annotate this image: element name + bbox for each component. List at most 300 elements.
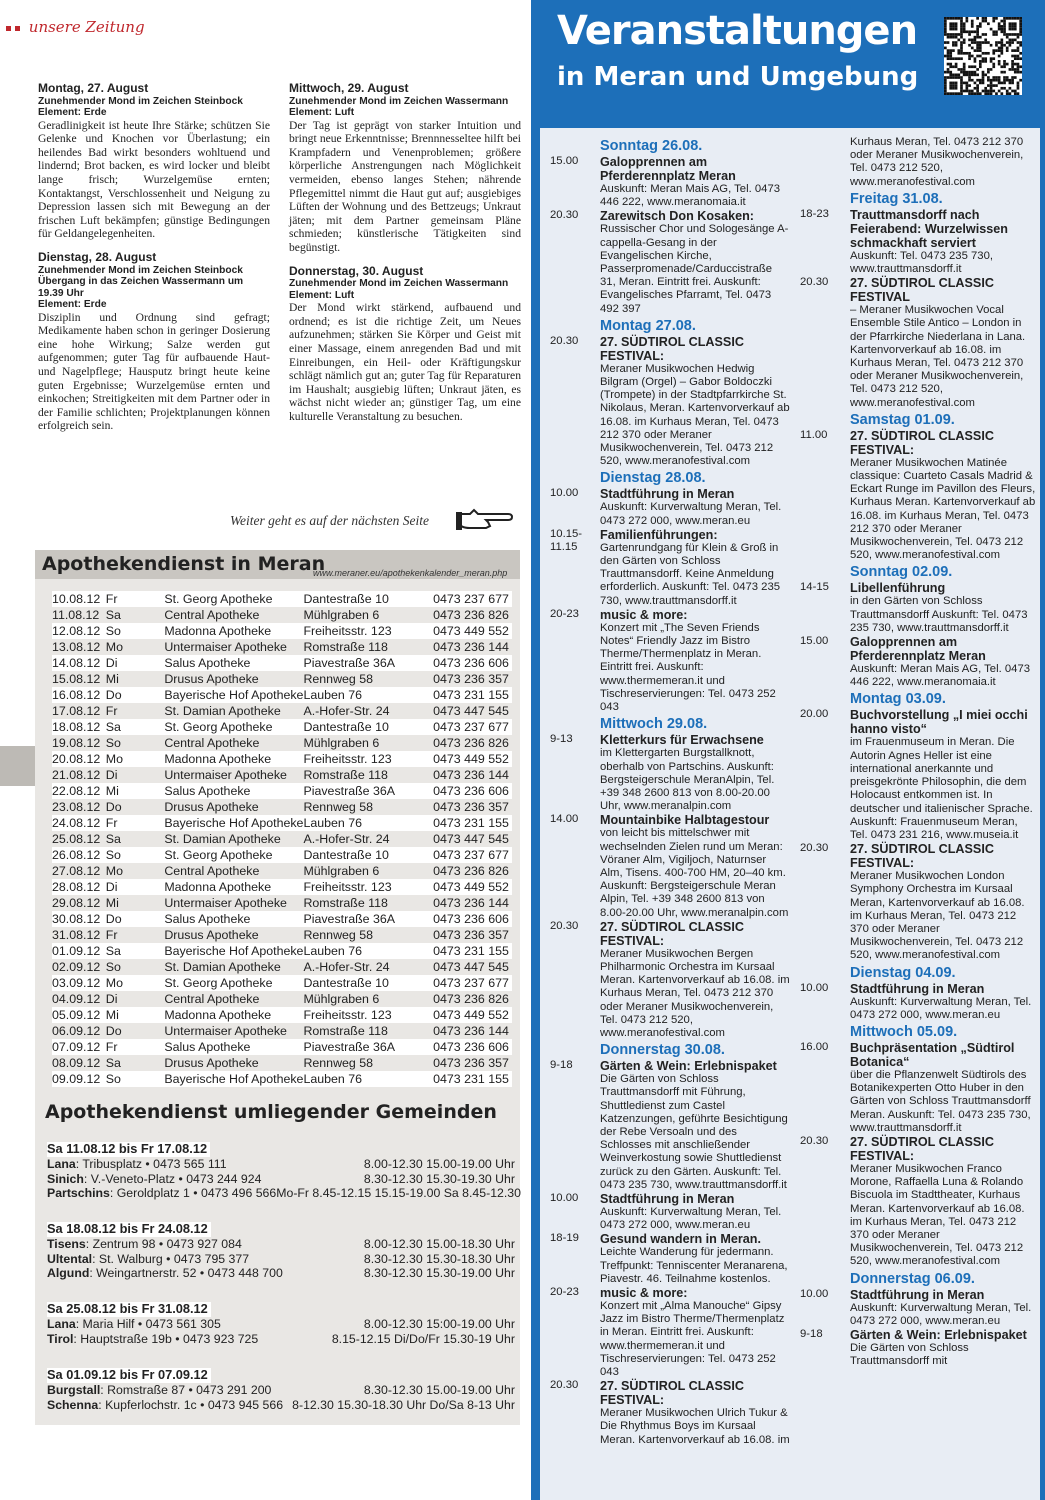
table-cell: Bayerische Hof Apotheke	[164, 944, 304, 958]
table-row	[52, 959, 512, 975]
table-row	[52, 927, 512, 943]
event-time: 14-15	[800, 581, 829, 594]
event-title: Buchvorstellung „I miei occhi hanno visto“	[850, 708, 1028, 737]
event-title: Zarewitsch Don Kosaken:	[600, 209, 754, 224]
table-cell: Fr	[105, 928, 118, 942]
table-cell: Lauben 76	[303, 688, 363, 702]
table-cell: 17.08.12	[52, 704, 101, 718]
event-item	[800, 635, 1038, 689]
table-cell: 04.09.12	[52, 992, 101, 1006]
event-item	[800, 708, 1038, 842]
region-address: : Romstraße 87 • 0473 291 200	[100, 1382, 272, 1397]
event-item	[800, 136, 1038, 189]
table-cell: Piavestraße 36A	[303, 912, 396, 926]
table-cell: Central Apotheke	[164, 736, 260, 750]
table-cell: 10.08.12	[52, 592, 101, 606]
event-title: Trauttmansdorff nach Feierabend: Wurzelwissen schmackhaft serviert	[850, 207, 1008, 250]
region-pharmacy-title: Apothekendienst umliegender Gemeinden	[45, 1101, 497, 1123]
table-cell: Central Apotheke	[164, 864, 260, 878]
event-time: 16.00	[800, 1040, 829, 1053]
event-title: Stadtführung in Meran	[600, 1191, 735, 1206]
table-cell: Mühlgraben 6	[303, 736, 380, 750]
event-date: Samstag 01.09.	[850, 411, 955, 428]
region-row	[47, 1157, 515, 1172]
table-cell: Drusus Apotheke	[164, 672, 259, 686]
table-cell: So	[105, 1072, 121, 1086]
event-date: Montag 27.08.	[600, 317, 696, 334]
table-cell: Di	[105, 656, 118, 670]
event-body	[850, 208, 1038, 276]
region-hours: 8.30-12.30 15.00-19.00 Uhr	[363, 1382, 515, 1397]
table-cell: Do	[105, 912, 122, 926]
event-item	[550, 1379, 790, 1447]
table-row	[52, 815, 512, 831]
table-row	[52, 847, 512, 863]
table-cell: Untermaiser Apotheke	[164, 1024, 287, 1038]
event-item	[550, 155, 790, 209]
region-location	[47, 1186, 276, 1201]
table-cell: Rennweg 58	[303, 800, 374, 814]
margin-marker	[0, 746, 35, 786]
table-cell: 0473 449 552	[433, 624, 509, 638]
event-item	[800, 429, 1038, 563]
table-row	[52, 911, 512, 927]
event-body	[600, 733, 790, 813]
region-town: Burgstall	[47, 1382, 101, 1397]
horoscope-subtitle: Element: Luft	[289, 289, 355, 301]
event-item	[550, 813, 790, 919]
newspaper-logo	[6, 18, 145, 36]
event-item	[800, 1041, 1038, 1135]
region-week	[47, 1222, 515, 1281]
event-item	[550, 920, 790, 1040]
table-row	[52, 767, 512, 783]
event-date: Dienstag 28.08.	[600, 470, 706, 487]
event-text: Auskunft: Kurverwaltung Meran, Tel. 0473 272 000, www.meran.eu	[600, 501, 782, 527]
event-text: von leicht bis mittelschwer mit wechselnden Zielen rund um Meran: Vöraner Alm, Vigiljoch, Naturnser Alm, Tisens. 400-700 HM, 20–40 km. Auskunft: Bergsteigerschule Meran Alpin, Tel. +39 348 2600 813 von 8.00-20.00 Uhr, www.meranalpin.com	[600, 827, 789, 919]
table-cell: 18.08.12	[52, 720, 101, 734]
event-item	[550, 1286, 790, 1379]
table-cell: Romstraße 118	[303, 1024, 388, 1038]
table-cell: Untermaiser Apotheke	[164, 640, 287, 654]
event-title: 27. SÜDTIROL CLASSIC FESTIVAL	[850, 276, 994, 305]
table-cell: 0473 236 357	[433, 672, 509, 686]
event-time: 9-18	[550, 1059, 573, 1072]
event-date: Dienstag 04.09.	[850, 964, 956, 981]
horoscope-right-column	[289, 78, 521, 433]
table-cell: 01.09.12	[52, 944, 101, 958]
event-item	[800, 1328, 1038, 1368]
event-title: 27. SÜDTIROL CLASSIC FESTIVAL:	[600, 1379, 744, 1408]
event-date: Freitag 31.08.	[850, 190, 943, 207]
event-text: Meraner Musikwochen London Symphony Orchestra im Kursaal Meran, Kartenvorverkauf ab 16.08. im Kurhaus Meran, Tel. 0473 212 370 oder Meraner Musikwochenverein, Tel. 0473 212 520, www.meranofestival.com	[850, 870, 1025, 962]
horoscope-day: Donnerstag, 30. August	[289, 263, 424, 278]
event-text: Leichte Wanderung für jedermann. Treffpunkt: Tenniscenter Meranarena, Piavestr. 46. Teilnahme kostenlos.	[600, 1246, 788, 1285]
table-cell: 0473 236 826	[433, 992, 509, 1006]
region-hours: 8.30-12.30 15.30-19.00 Uhr	[363, 1266, 515, 1281]
table-cell: St. Damian Apotheke	[164, 704, 281, 718]
event-date: Sonntag 02.09.	[850, 564, 953, 581]
event-title: Stadtführung in Meran	[850, 1287, 985, 1302]
table-cell: Salus Apotheke	[164, 656, 251, 670]
event-body	[850, 276, 1038, 410]
event-body	[600, 335, 790, 469]
table-cell: 0473 449 552	[433, 1008, 509, 1022]
table-cell: 0473 236 357	[433, 928, 509, 942]
table-cell: 0473 447 545	[433, 704, 509, 718]
table-cell: Mo	[105, 752, 124, 766]
event-text: Kurhaus Meran, Tel. 0473 212 370 oder Meraner Musikwochenverein, Tel. 0473 212 520, www.meranofestival.com	[850, 136, 1024, 188]
table-cell: Freiheitsstr. 123	[303, 624, 392, 638]
event-time: 20.30	[800, 842, 829, 855]
week-heading: Sa 01.09.12 bis Fr 07.09.12	[47, 1368, 211, 1383]
table-cell: Bayerische Hof Apotheke	[164, 816, 304, 830]
event-title: Galopprennen am Pferderennplatz Meran	[600, 155, 736, 183]
region-location	[47, 1157, 227, 1172]
event-body	[600, 608, 790, 714]
event-time: 20.00	[800, 708, 829, 721]
logo-square-icon	[6, 26, 11, 31]
table-cell: Sa	[105, 1056, 121, 1070]
event-time: 10.00	[550, 487, 579, 500]
event-date: Mittwoch 05.09.	[850, 1023, 958, 1040]
event-title: Kletterkurs für Erwachsene	[600, 733, 764, 748]
horoscope-text: Der Tag ist geprägt von starker Intuition und bringt neue Erkenntnisse; Brennnesseltee hilft bei Krampfadern und Venenproblemen; größere körperliche Anstrengungen nach Möglichkeit vermeiden, ebenso langes Stehen; nährende Pflegemittel nimmt die Haut gut auf; ausgiebiges Lüften der Wohnung und des Bettzeugs; Unkraut jäten; mit dem Partner gemeinsam Pläne schmieden; künstlerische Tätigkeiten sind begünstigt.	[289, 118, 521, 254]
event-date: Mittwoch 29.08.	[600, 716, 708, 733]
event-date: Donnerstag 30.08.	[600, 1042, 725, 1059]
region-hours: 8.15-12.15 Di/Do/Fr 15.30-19 Uhr	[331, 1331, 515, 1346]
table-cell: Freiheitsstr. 123	[303, 752, 392, 766]
horoscope-subtitle: Element: Luft	[289, 107, 355, 119]
table-cell: 14.08.12	[52, 656, 101, 670]
horoscope-text: Der Mond wirkt stärkend, aufbauend und ordnend; es ist die richtige Zeit, um Neues aufzunehmen; stärken Sie Körper und Geist mit einer Massage, einem anregenden Bad und mit Einreibungen, ein Heil- oder Kräftigungskur schlägt nämlich gut an; guter Tag für Reparaturen im Haushalt; ausgiebig lüften; Unkraut jäten, es wächst nicht wieder an; günstiger Tag, um eine kulturelle Veranstaltung zu besuchen.	[289, 301, 521, 423]
event-body	[600, 487, 790, 527]
region-row	[47, 1172, 515, 1187]
table-cell: Do	[105, 688, 122, 702]
table-cell: So	[105, 736, 121, 750]
region-week	[47, 1368, 515, 1412]
table-cell: 0473 447 545	[433, 832, 509, 846]
table-cell: 16.08.12	[52, 688, 101, 702]
event-time: 11.00	[800, 428, 828, 441]
table-cell: 23.08.12	[52, 800, 101, 814]
region-hours: 8-12.30 15.30-18.30 Uhr Do/Sa 8-13 Uhr	[292, 1397, 515, 1412]
event-time: 20-23	[550, 1286, 579, 1298]
table-cell: Rennweg 58	[303, 928, 374, 942]
table-cell: 11.08.12	[52, 608, 100, 622]
event-text: Konzert mit „Alma Manouche“ Gipsy Jazz im Bistro Therme/Thermenplatz in Meran. Eintritt frei. Auskunft: www.thermemeran.it und Tischreservierungen: Tel. 0473 252 043	[600, 1300, 785, 1379]
table-cell: 27.08.12	[52, 864, 101, 878]
event-title: music & more:	[600, 607, 688, 622]
table-cell: 09.09.12	[52, 1072, 101, 1086]
table-cell: Untermaiser Apotheke	[164, 896, 287, 910]
table-cell: 0473 236 606	[433, 784, 509, 798]
event-text: Meraner Musikwochen Bergen Philharmonic Orchestra im Kursaal Meran. Kartenvorverkauf ab 16.08. im Kurhaus Meran, Tel. 0473 212 370 oder Meraner Musikwochenverein, Tel. 0473 212 520, www.meranofestival.com	[600, 947, 790, 1039]
table-cell: Madonna Apotheke	[164, 752, 272, 766]
event-time: 15.00	[800, 635, 829, 648]
event-item	[550, 1192, 790, 1232]
table-cell: Dantestraße 10	[303, 720, 389, 734]
table-cell: 29.08.12	[52, 896, 101, 910]
horoscope-subtitle: Zunehmender Mond im Zeichen Wassermann	[289, 95, 509, 107]
table-cell: 0473 236 606	[433, 1040, 509, 1054]
table-cell: 0473 236 144	[433, 768, 509, 782]
event-time: 9-13	[550, 733, 573, 746]
event-text: Gartenrundgang für Klein & Groß in den Gärten von Schloss Trauttmansdorff. Keine Anmeldung erforderlich. Auskunft: Tel. 0473 235 730, www.trauttmansdorff.it	[600, 541, 781, 607]
table-cell: 0473 449 552	[433, 880, 509, 894]
table-cell: 0473 237 677	[433, 976, 509, 990]
region-row	[47, 1317, 515, 1332]
horoscope-day: Mittwoch, 29. August	[289, 81, 409, 95]
horoscope-subtitle: Element: Erde	[38, 107, 107, 119]
table-cell: 0473 236 357	[433, 1056, 509, 1070]
horoscope-text: Geradlinigkeit ist heute Ihre Stärke; schützen Sie Gelenke und Knochen vor Überlastung; ein heilendes Bad wirkt besonders wohltuend und lindernd; Brot backen, es wird locker und bleibt lange frisch; Wurzelgemüse ernten; Kontaktangst, Verschlossenheit und Neigung zu Depression lassen sich mit Bewegung an der frischen Luft bekämpfen; günstige Bedingungen für Geldangelegenheiten.	[38, 118, 270, 241]
event-title: 27. SÜDTIROL CLASSIC FESTIVAL:	[600, 919, 744, 948]
table-row	[52, 671, 512, 687]
table-cell: Mi	[105, 896, 119, 910]
event-item	[550, 608, 790, 714]
event-time: 18-23	[800, 207, 829, 220]
table-row	[52, 735, 512, 751]
pharmacy-url: www.meraner.eu/apothekenkalender_meran.php	[313, 568, 508, 578]
event-body	[600, 813, 790, 919]
table-row	[52, 895, 512, 911]
table-cell: Piavestraße 36A	[303, 1040, 396, 1054]
event-text: Auskunft: Tel. 0473 235 730, www.trauttmansdorff.it	[850, 249, 993, 276]
table-row	[52, 607, 512, 623]
table-cell: A.-Hofer-Str. 24	[303, 832, 390, 846]
table-cell: 15.08.12	[52, 672, 101, 686]
events-column-2	[800, 136, 1038, 1368]
table-cell: Romstraße 118	[303, 896, 388, 910]
event-item	[800, 1288, 1038, 1328]
pharmacy-title: Apothekendienst in Meran	[42, 553, 326, 575]
event-time: 20.30	[550, 1379, 579, 1392]
table-cell: 31.08.12	[52, 928, 101, 942]
table-cell: Freiheitsstr. 123	[303, 880, 392, 894]
table-row	[52, 1007, 512, 1023]
event-body	[850, 136, 1038, 189]
table-row	[52, 751, 512, 767]
event-item	[550, 733, 790, 813]
table-cell: 0473 231 155	[433, 1072, 509, 1086]
event-time: 14.00	[550, 813, 579, 826]
table-cell: Romstraße 118	[303, 640, 388, 654]
event-title: music & more:	[600, 1286, 688, 1300]
event-body	[850, 1135, 1038, 1269]
table-cell: 0473 237 677	[433, 592, 509, 606]
event-body	[600, 1192, 790, 1232]
table-cell: Mühlgraben 6	[303, 608, 380, 622]
week-heading: Sa 18.08.12 bis Fr 24.08.12	[47, 1222, 211, 1237]
table-row	[52, 991, 512, 1007]
event-date: Montag 03.09.	[850, 691, 946, 708]
table-cell: 0473 237 677	[433, 848, 509, 862]
event-text: in den Gärten von Schloss Trauttmansdorff Auskunft: Tel. 0473 235 730, www.trauttmansdorff.it	[850, 595, 1028, 634]
table-cell: Sa	[105, 720, 121, 734]
event-time: 20-23	[550, 607, 579, 620]
region-address: : Tribusplatz • 0473 565 111	[75, 1156, 227, 1171]
region-address: : St. Walburg • 0473 795 377	[92, 1251, 250, 1266]
region-address: : V.-Veneto-Platz • 0473 244 924	[83, 1171, 262, 1186]
table-cell: 07.09.12	[52, 1040, 101, 1054]
table-cell: 0473 236 144	[433, 1024, 509, 1038]
event-item	[550, 209, 790, 315]
table-cell: 20.08.12	[52, 752, 101, 766]
region-location	[47, 1317, 221, 1332]
event-body	[850, 708, 1038, 842]
region-row	[47, 1252, 515, 1267]
table-cell: Drusus Apotheke	[164, 800, 259, 814]
region-location	[47, 1398, 283, 1413]
event-text: Die Gärten von Schloss Trauttmansdorff mit Führung, Shuttledienst zum Castel Katzenzungen, geführte Besichtigung der Rebe Versoaln und des Schlosses mit anschließender Weinverkostung sowie Shuttledienst zurück zu den Gärten. Auskunft: Tel. 0473 235 730, www.trauttmansdorff.it	[600, 1073, 788, 1191]
table-cell: Dantestraße 10	[303, 592, 389, 606]
table-cell: 0473 236 826	[433, 864, 509, 878]
event-item	[550, 1232, 790, 1286]
event-item	[550, 335, 790, 469]
table-cell: Sa	[105, 608, 121, 622]
region-address: : Kupferlochstr. 1c • 0473 945 566	[98, 1397, 284, 1412]
region-address: : Hauptstraße 19b • 0473 923 725	[73, 1331, 259, 1346]
table-cell: 19.08.12	[52, 736, 101, 750]
table-cell: Romstraße 118	[303, 768, 388, 782]
region-town: Tirol	[47, 1331, 74, 1346]
region-location	[47, 1237, 242, 1252]
table-cell: Drusus Apotheke	[164, 1056, 259, 1070]
event-time: 10.00	[800, 981, 829, 994]
continue-note: Weiter geht es auf der nächsten Seite	[230, 513, 429, 528]
region-town: Schenna	[47, 1397, 99, 1412]
table-cell: 26.08.12	[52, 848, 101, 862]
events-column-1	[550, 136, 790, 1447]
region-town: Partschins	[47, 1186, 110, 1201]
table-cell: A.-Hofer-Str. 24	[303, 704, 390, 718]
event-title: Mountainbike Halbtagestour	[600, 813, 770, 828]
event-time: 20.30	[800, 1134, 829, 1147]
region-town: Tisens	[47, 1236, 86, 1251]
table-row	[52, 831, 512, 847]
table-cell: 0473 236 826	[433, 736, 509, 750]
event-title: Buchpräsentation „Südtirol Botanica“	[850, 1040, 1015, 1069]
table-cell: Sa	[105, 832, 121, 846]
region-hours: 8.30-12.30 15.30-18.30 Uhr	[363, 1251, 515, 1266]
event-title: Gärten & Wein: Erlebnispaket	[850, 1327, 1027, 1342]
event-body	[600, 1379, 790, 1447]
table-cell: 02.09.12	[52, 960, 101, 974]
table-row	[52, 703, 512, 719]
horoscope-day: Montag, 27. August	[38, 81, 149, 95]
horoscope-subtitle: Zunehmender Mond im Zeichen Wassermann	[289, 278, 509, 290]
table-cell: Mi	[105, 672, 119, 686]
event-text: über die Pflanzenwelt Südtirols des Botanikexperten Otto Huber in den Gärten von Schloss Trauttmansdorff Meran. Auskunft: Tel. 0473 235 730, www.trauttmansdorff.it	[850, 1068, 1031, 1134]
table-cell: 12.08.12	[52, 624, 101, 638]
table-cell: Madonna Apotheke	[164, 880, 272, 894]
week-heading: Sa 11.08.12 bis Fr 17.08.12	[47, 1142, 210, 1157]
event-title: 27. SÜDTIROL CLASSIC FESTIVAL:	[850, 428, 994, 457]
event-item	[550, 1059, 790, 1192]
event-time: 9-18	[800, 1327, 823, 1340]
event-body	[850, 1328, 1038, 1368]
event-item	[800, 581, 1038, 635]
event-time	[800, 136, 850, 189]
table-cell: So	[105, 624, 121, 638]
table-cell: 0473 236 606	[433, 656, 509, 670]
event-time: 10.00	[800, 1287, 829, 1300]
event-text: Konzert mit „The Seven Friends Notes“ Friendly Jazz im Bistro Therme/Thermenplatz in Meran. Eintritt frei. Auskunft: www.thermemeran.it und Tischreservierungen: Tel. 0473 252 043	[600, 621, 776, 714]
region-hours: 8.00-12.30 15.00-19.00 Uhr	[363, 1156, 515, 1171]
week-heading: Sa 25.08.12 bis Fr 31.08.12	[47, 1302, 211, 1317]
table-cell: Dantestraße 10	[303, 848, 389, 862]
table-cell: So	[105, 848, 121, 862]
table-cell: Bayerische Hof Apotheke	[164, 1072, 304, 1086]
table-cell: 22.08.12	[52, 784, 101, 798]
table-row	[52, 1023, 512, 1039]
table-cell: Rennweg 58	[303, 1056, 374, 1070]
event-text: Meraner Musikwochen Franco Morone, Raffaella Luna & Rolando Biscuola im Stadttheater, Kurhaus Meran. Kartenvorverkauf ab 16.08. im Kurhaus Meran, Tel. 0473 212 370 oder Meraner Musikwochenverein, Tel. 0473 212 520, www.meranofestival.com	[850, 1162, 1025, 1268]
event-time: 20.30	[550, 334, 579, 347]
event-title: 27. SÜDTIROL CLASSIC FESTIVAL:	[850, 1134, 994, 1163]
table-cell: Do	[105, 1024, 122, 1038]
table-cell: Piavestraße 36A	[303, 784, 396, 798]
event-item	[800, 982, 1038, 1022]
table-cell: Di	[105, 768, 118, 782]
table-cell: Mühlgraben 6	[303, 864, 380, 878]
table-cell: A.-Hofer-Str. 24	[303, 960, 390, 974]
event-body	[600, 1059, 790, 1192]
event-text: im Klettergarten Burgstallknott, oberhalb von Partschins. Auskunft: Bergsteigerschule MeranAlpin, Tel. +39 348 2600 813 von 8.00-20.00 Uhr, www.meranalpin.com	[600, 747, 775, 813]
event-body	[600, 155, 790, 209]
table-cell: Freiheitsstr. 123	[303, 1008, 392, 1022]
region-hours: 8.30-12.30 15.30-19.30 Uhr	[363, 1171, 515, 1186]
event-item	[550, 528, 790, 608]
table-cell: 28.08.12	[52, 880, 101, 894]
event-text: Russischer Chor und Sologesänge A-cappella-Gesang in der Evangelischen Kirche, Passerpromenade/Carduccistraße 31, Meran. Eintritt frei. Auskunft: Evangelisches Pfarramt, Tel. 0473 492 397	[600, 223, 789, 315]
events-subtitle: in Meran und Umgebung	[557, 62, 919, 92]
table-cell: 24.08.12	[52, 816, 101, 830]
pharmacy-table	[52, 591, 512, 1087]
event-time: 15.00	[550, 155, 579, 167]
pharmacy-panel	[35, 550, 520, 1425]
table-cell: 25.08.12	[52, 832, 101, 846]
table-cell: Di	[105, 880, 118, 894]
table-cell: Salus Apotheke	[164, 1040, 251, 1054]
event-body	[600, 1286, 790, 1379]
table-cell: Untermaiser Apotheke	[164, 768, 287, 782]
region-town: Algund	[47, 1266, 90, 1281]
table-cell: 0473 231 155	[433, 816, 509, 830]
table-cell: St. Georg Apotheke	[164, 848, 273, 862]
table-row	[52, 687, 512, 703]
table-cell: Mo	[105, 976, 124, 990]
event-item	[800, 276, 1038, 410]
table-cell: St. Georg Apotheke	[164, 720, 273, 734]
event-body	[600, 528, 790, 608]
table-row	[52, 639, 512, 655]
table-row	[52, 591, 512, 607]
table-cell: Madonna Apotheke	[164, 1008, 272, 1022]
table-cell: Rennweg 58	[303, 672, 374, 686]
event-text: Meraner Musikwochen Matinée classique: Cuarteto Casals Madrid & Eckart Runge im Pavillon des Fleurs, Kurhaus Meran. Kartenvorverkauf ab 16.08. im Kurhaus Meran, Tel. 0473 212 370 oder Meraner Musikwochenverein, Tel. 0473 212 520, www.meranofestival.com	[850, 456, 1036, 562]
region-location	[47, 1252, 249, 1267]
table-cell: Fr	[105, 592, 118, 606]
table-row	[52, 783, 512, 799]
table-cell: Lauben 76	[303, 944, 363, 958]
pointing-hand-icon	[456, 508, 514, 532]
horoscope-subtitle: Übergang in das Zeichen Wassermann um 19.39 Uhr	[38, 276, 244, 299]
event-time: 10.00	[550, 1191, 579, 1204]
event-item	[800, 842, 1038, 962]
table-cell: Di	[105, 992, 118, 1006]
